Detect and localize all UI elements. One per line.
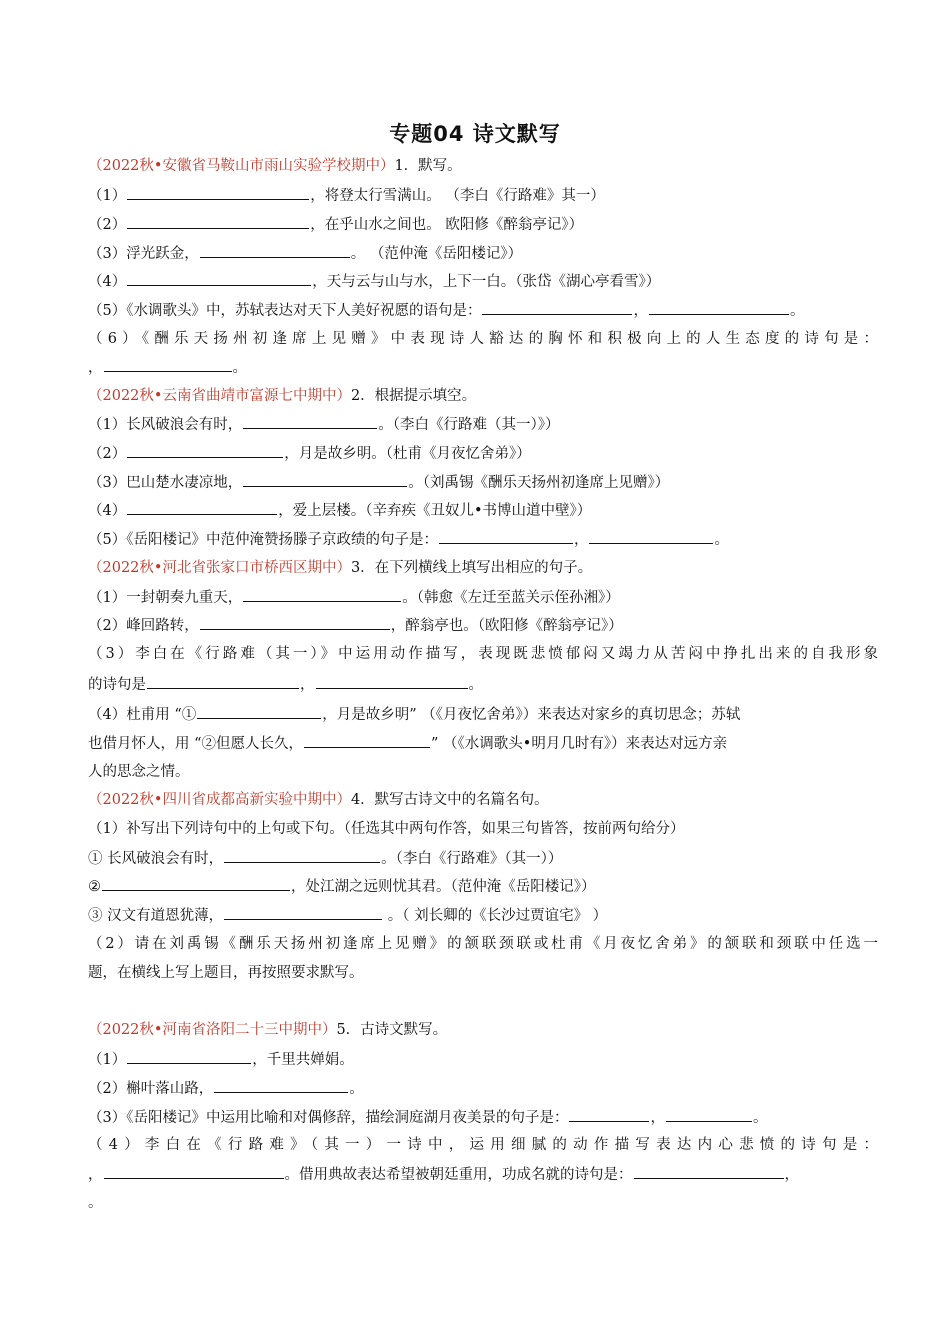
q3-l2-text-b: ，醉翁亭也。（欧阳修《醉翁亭记》） bbox=[390, 618, 623, 634]
q1-line-5 bbox=[88, 300, 878, 321]
q5-l3-text: （3）《岳阳楼记》中运用比喻和对偶修辞，描绘洞庭湖月夜美景的句子是： bbox=[88, 1110, 569, 1126]
q3-line-1 bbox=[88, 587, 878, 608]
q3-stem: 3．在下列横线上填写出相应的句子。 bbox=[350, 560, 593, 576]
answer-blank[interactable] bbox=[482, 300, 632, 315]
answer-blank[interactable] bbox=[243, 587, 401, 602]
q1-line-7 bbox=[88, 357, 878, 378]
q5-l1-text: （1） bbox=[88, 1052, 127, 1068]
q4-l2-text: ① 长风破浪会有时， bbox=[88, 851, 224, 867]
answer-blank[interactable] bbox=[666, 1107, 752, 1122]
q2-l3-text: （3）巴山楚水凄凉地， bbox=[88, 475, 243, 491]
q5-l5-text: ， bbox=[88, 1167, 103, 1183]
q5-stem: 5．古诗文默写。 bbox=[336, 1022, 448, 1038]
q1-l2-text: （2） bbox=[88, 217, 127, 233]
q2-l1-text: （1）长风破浪会有时， bbox=[88, 417, 243, 433]
q3-line-4 bbox=[88, 674, 878, 695]
q2-l5-text: （5）《岳阳楼记》中范仲淹赞扬滕子京政绩的句子是： bbox=[88, 532, 438, 548]
answer-blank[interactable] bbox=[127, 500, 277, 515]
q1-l7-text: ， bbox=[88, 360, 103, 376]
q3-l1-text-b: 。（韩愈《左迁至蓝关示侄孙湘》） bbox=[402, 590, 620, 606]
q1-l5-text-c: 。 bbox=[789, 303, 805, 319]
q2-stem: 2．根据提示填空。 bbox=[350, 388, 477, 404]
q4-line-2 bbox=[88, 848, 878, 869]
q5-l3-text-b: ， bbox=[650, 1110, 665, 1126]
q1-line-2 bbox=[88, 214, 878, 235]
answer-blank[interactable] bbox=[439, 529, 573, 544]
q3-line-3: （3）李白在《行路难（其一）》中运用动作描写，表现既悲愤郁闷又竭力从苦闷中挣扎出来的自我形象 bbox=[88, 646, 878, 662]
answer-blank[interactable] bbox=[197, 704, 321, 719]
q3-l5-text: （4）杜甫用 “① bbox=[88, 707, 197, 723]
q3-l5-text-b: ，月是故乡明” （《月夜忆舍弟》）来表达对家乡的真切思念；苏轼 bbox=[322, 707, 741, 723]
q5-l5-text-c: ， bbox=[784, 1167, 799, 1183]
q1-l4-text: （4） bbox=[88, 274, 127, 290]
q5-source: （2022秋•河南省洛阳二十三中期中） bbox=[88, 1022, 337, 1038]
q4-source: （2022秋•四川省成都高新实验中期中） bbox=[88, 792, 351, 808]
answer-blank[interactable] bbox=[127, 214, 309, 229]
q5-line-1 bbox=[88, 1049, 878, 1070]
q1-l3-text-b: 。 （范仲淹《岳阳楼记》） bbox=[350, 246, 523, 262]
q5-line-3 bbox=[88, 1107, 878, 1128]
answer-blank[interactable] bbox=[589, 529, 713, 544]
q1-l7-text-b: 。 bbox=[232, 360, 247, 376]
q4-line-1: （1）补写出下列诗句中的上句或下句。（任选其中两句作答，如果三句皆答，按前两句给分） bbox=[88, 821, 685, 837]
q2-l5-text-b: ， bbox=[573, 532, 589, 548]
answer-blank[interactable] bbox=[243, 414, 377, 429]
q2-l3-text-b: 。（刘禹锡《酬乐天扬州初逢席上见赠》） bbox=[408, 475, 670, 491]
answer-blank[interactable] bbox=[127, 271, 311, 286]
q4-line-5: （2）请在刘禹锡《酬乐天扬州初逢席上见赠》的颔联颈联或杜甫《月夜忆舍弟》的颔联和颈联中任选一 bbox=[88, 936, 878, 952]
q1-l4-text-b: ，天与云与山与水，上下一白。（张岱《湖心亭看雪》） bbox=[312, 274, 661, 290]
q3-l1-text: （1）一封朝奏九重天， bbox=[88, 590, 243, 606]
q5-line-6: 。 bbox=[88, 1195, 103, 1211]
answer-blank[interactable] bbox=[224, 905, 382, 920]
answer-blank[interactable] bbox=[304, 733, 430, 748]
q5-l1-text-b: ，千里共婵娟。 bbox=[252, 1052, 354, 1068]
q4-l3-text: ② bbox=[88, 879, 101, 895]
answer-blank[interactable] bbox=[634, 1164, 784, 1179]
q2-l4-text: （4） bbox=[88, 503, 127, 519]
q1-line-3 bbox=[88, 243, 878, 264]
q5-line-2 bbox=[88, 1078, 878, 1099]
q5-l2-text-b: 。 bbox=[349, 1081, 364, 1097]
answer-blank[interactable] bbox=[200, 243, 350, 258]
q3-l2-text: （2）峰回路转， bbox=[88, 618, 199, 634]
q3-l6-text: 也借月怀人，用 “②但愿人长久， bbox=[88, 736, 304, 752]
answer-blank[interactable] bbox=[224, 848, 380, 863]
answer-blank[interactable] bbox=[127, 1049, 251, 1064]
q3-line-5 bbox=[88, 704, 878, 725]
q1-stem: 1．默写。 bbox=[394, 158, 462, 174]
q2-l2-text-b: ，月是故乡明。（杜甫《月夜忆舍弟》） bbox=[284, 446, 531, 462]
q3-line-2 bbox=[88, 615, 878, 636]
q1-l5-text: （5）《水调歌头》中，苏轼表达对天下人美好祝愿的语句是： bbox=[88, 303, 482, 319]
q1-line-1 bbox=[88, 185, 878, 206]
answer-blank[interactable] bbox=[147, 674, 299, 689]
q4-header bbox=[88, 790, 878, 810]
q2-l2-text: （2） bbox=[88, 446, 127, 462]
q2-l4-text-b: ，爱上层楼。（辛弃疾《丑奴儿•书博山道中壁》） bbox=[278, 503, 592, 519]
answer-blank[interactable] bbox=[127, 443, 283, 458]
q1-l5-text-b: ， bbox=[633, 303, 648, 319]
q2-line-5 bbox=[88, 529, 878, 550]
q1-line-4 bbox=[88, 271, 878, 292]
q5-header bbox=[88, 1020, 878, 1040]
q1-source: （2022秋•安徽省马鞍山市雨山实验学校期中） bbox=[88, 158, 395, 174]
q3-header bbox=[88, 558, 878, 578]
q4-stem: 4．默写古诗文中的名篇名句。 bbox=[350, 792, 549, 808]
q1-line-6: （6）《酬乐天扬州初逢席上见赠》中表现诗人豁达的胸怀和积极向上的人生态度的诗句是： bbox=[88, 331, 878, 347]
answer-blank[interactable] bbox=[104, 357, 232, 372]
q4-line-3 bbox=[88, 876, 878, 897]
q3-l6-text-b: ” （《水调歌头•明月几时有》）来表达对远方亲 bbox=[431, 736, 728, 752]
q5-line-5 bbox=[88, 1164, 878, 1185]
q4-l2-text-b: 。（李白《行路难》（其一）） bbox=[381, 851, 563, 867]
q1-l1-text: （1） bbox=[88, 188, 127, 204]
answer-blank[interactable] bbox=[104, 1164, 284, 1179]
page-title: 专题04 诗文默写 bbox=[389, 122, 561, 146]
answer-blank[interactable] bbox=[214, 1078, 348, 1093]
q3-l4-text-c: 。 bbox=[468, 677, 483, 693]
q4-l4-text: ③ 汉文有道恩犹薄， bbox=[88, 908, 224, 924]
q4-l4-text-b: 。（ 刘长卿的《长沙过贾谊宅》 ） bbox=[383, 908, 608, 924]
q4-l3-text-b: ，处江湖之远则忧其君。（范仲淹《岳阳楼记》） bbox=[291, 879, 596, 895]
answer-blank[interactable] bbox=[569, 1107, 649, 1122]
q1-header bbox=[88, 156, 878, 176]
q3-l4-text: 的诗句是 bbox=[88, 677, 146, 693]
q5-l3-text-c: 。 bbox=[752, 1110, 768, 1126]
q5-l5-text-b: 。借用典故表达希望被朝廷重用，功成名就的诗句是： bbox=[284, 1167, 633, 1183]
q2-line-2 bbox=[88, 443, 878, 464]
answer-blank[interactable] bbox=[127, 185, 309, 200]
q2-line-1 bbox=[88, 414, 878, 435]
q2-l1-text-b: 。（李白《行路难（其一）》） bbox=[378, 417, 560, 433]
q1-l1-text-b: ，将登太行雪满山。 （李白《行路难》其一） bbox=[310, 188, 605, 204]
q2-header bbox=[88, 386, 878, 406]
q1-l2-text-b: ，在乎山水之间也。 欧阳修《醉翁亭记》） bbox=[310, 217, 584, 233]
q2-line-3 bbox=[88, 472, 878, 493]
q2-l5-text-c: 。 bbox=[714, 532, 729, 548]
q4-line-6: 题，在横线上写上题目，再按照要求默写。 bbox=[88, 965, 364, 981]
answer-blank[interactable] bbox=[649, 300, 789, 315]
q4-line-4 bbox=[88, 905, 878, 926]
answer-blank[interactable] bbox=[102, 876, 290, 891]
answer-blank[interactable] bbox=[316, 674, 468, 689]
q3-line-6 bbox=[88, 733, 878, 754]
q2-line-4 bbox=[88, 500, 878, 521]
q3-line-7: 人的思念之情。 bbox=[88, 764, 190, 780]
q3-source: （2022秋•河北省张家口市桥西区期中） bbox=[88, 560, 351, 576]
q5-line-4: （4）李白在《行路难》（其一）一诗中，运用细腻的动作描写表达内心悲愤的诗句是： bbox=[88, 1137, 878, 1153]
answer-blank[interactable] bbox=[243, 472, 407, 487]
answer-blank[interactable] bbox=[200, 615, 390, 630]
q2-source: （2022秋•云南省曲靖市富源七中期中） bbox=[88, 388, 351, 404]
q5-l2-text: （2）槲叶落山路， bbox=[88, 1081, 214, 1097]
q3-l4-text-b: ， bbox=[300, 677, 315, 693]
q1-l3-text: （3）浮光跃金， bbox=[88, 246, 199, 262]
